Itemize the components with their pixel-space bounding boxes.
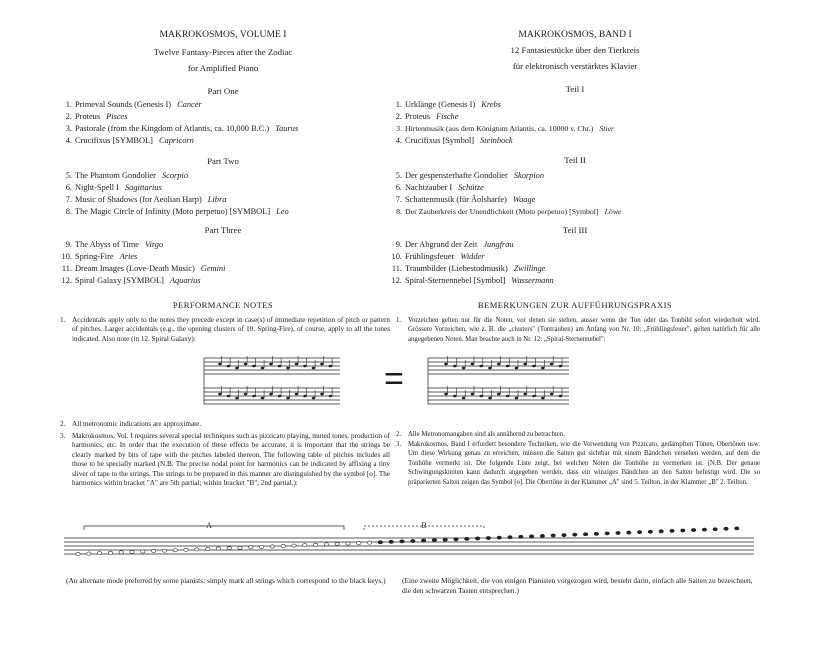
list-item: 5. The Phantom Gondolier Scorpio <box>65 171 189 180</box>
pitch-note <box>583 533 587 536</box>
pitch-note <box>108 551 112 554</box>
note-head <box>269 363 273 366</box>
note-head <box>286 367 290 370</box>
pitch-note <box>616 531 620 534</box>
pitch-note <box>205 547 209 550</box>
pitch-note <box>76 552 80 555</box>
footnote: (Eine zweite Möglichkeit, die von einigen Pianisten vorgezogen wird, besteht darin, einfach alle Saiten zu bezeichnen, die den schwarzen Tasten entsprechen.) <box>402 576 753 595</box>
note-head <box>303 365 307 368</box>
title-line-3: für elektronisch verstärktes Klavier <box>512 61 638 71</box>
note-head <box>541 397 545 400</box>
note-head <box>497 363 501 366</box>
pitch-note <box>400 540 404 543</box>
note-head <box>515 397 519 400</box>
note-head <box>462 367 466 370</box>
title-line-2: Twelve Fantasy-Pieces after the Zodiac <box>153 47 293 57</box>
pitch-note <box>421 539 425 542</box>
footnote: (An alternate mode preferred by some pianists: simply mark all strings which correspond to the black keys.) <box>66 576 386 585</box>
pitch-note <box>702 528 706 531</box>
pitch-note <box>605 532 609 535</box>
note-head <box>444 363 448 366</box>
pitch-note <box>259 545 263 548</box>
pitch-note <box>681 529 685 532</box>
pitch-note <box>378 541 382 544</box>
note-head <box>479 395 483 398</box>
equals-sign: = <box>384 360 404 398</box>
note-head <box>515 367 519 370</box>
pitch-note <box>465 537 469 540</box>
teil-2-label: Teil II <box>564 155 586 165</box>
pitch-note <box>303 544 307 547</box>
bemerkungen-heading: BEMERKUNGEN ZUR AUFFÜHRUNGSPRAXIS <box>477 300 673 310</box>
note-head <box>320 393 324 396</box>
pitch-note <box>184 548 188 551</box>
pitch-note <box>475 537 479 540</box>
note-head <box>523 393 527 396</box>
pitch-note <box>551 534 555 537</box>
note-2: 2. All metronomic indications are approximate. <box>60 420 202 428</box>
list-item: 7. Schattenmusik (für Äolsharfe) Waage <box>395 195 536 204</box>
pitch-note <box>691 528 695 531</box>
note-head <box>523 363 527 366</box>
pitch-note <box>130 550 134 553</box>
note-head <box>312 397 316 400</box>
note-head <box>278 365 282 368</box>
note-head <box>286 397 290 400</box>
pitch-note <box>324 543 328 546</box>
list-item: 8. Der Zauberkreis der Unendlichkeit (Moto perpetuo) [Symbol] Löwe <box>396 207 622 216</box>
note-head <box>506 365 510 368</box>
list-item: 2. Proteus Pisces <box>65 112 128 121</box>
note-head <box>559 365 563 368</box>
list-item: 6. Nachtzauber I Schütze <box>395 183 484 192</box>
note-head <box>506 395 510 398</box>
pitch-note <box>735 527 739 530</box>
note-head <box>488 367 492 370</box>
note-head <box>471 393 475 396</box>
note-head <box>261 397 265 400</box>
note-head <box>444 393 448 396</box>
pitch-note <box>162 549 166 552</box>
note-head <box>295 393 299 396</box>
music-example-left <box>200 352 345 410</box>
bracket-b-label: B <box>421 521 427 530</box>
note-1: 1. Vorzeichen gelten nur für die Noten, vor denen sie stehen, ausser wenn der Ton oder das Tonbild sofort wiederholt wird. Grössere Vorzeichen, wie z. B. die „clusters" (Tontrauben) am Anfang von Nr. 10: „Frühlingsfeuer", gelten natürlich für alle angegebenen Noten. Man beachte auch in Nr. 12: „Spiral-Sternennebel": <box>396 317 760 343</box>
note-2: 2. Alle Metronomangaben sind als annähernd zu betrachten. <box>396 431 565 438</box>
note-head <box>235 367 239 370</box>
pitch-note <box>227 547 231 550</box>
pitch-note <box>249 546 253 549</box>
pitch-note <box>508 536 512 539</box>
pitch-note <box>659 530 663 533</box>
pitch-note <box>238 546 242 549</box>
title-line-1: MAKROKOSMOS, BAND I <box>518 29 632 40</box>
note-head <box>227 395 231 398</box>
pitch-note <box>216 547 220 550</box>
list-item: 7. Music of Shadows (for Aeolian Harp) Libra <box>65 195 227 204</box>
part-two-label: Part Two <box>207 156 239 166</box>
part-three-label: Part Three <box>204 225 242 235</box>
pitch-note <box>486 536 490 539</box>
note-head <box>252 365 256 368</box>
title-line-1: MAKROKOSMOS, VOLUME I <box>159 29 287 40</box>
note-3: 3. Makrokosmos, Band I erfordert besondere Techniken, wie die Verwendung von Pizzicato, gedämpften Tönen, Obertönen usw. Um diese Wirkung genau zu erreichen, müssen die Saiten gut sichtbar mit einem Bändchen versehen werden, auf dem die Tonhöhe vermerkt ist. Die folgende Liste zeigt, bei welchen Noten die Tonhöhe zu vermerken ist. (N.B. Der genaue Schwingungsknoten kann dadurch angegeben werden, dass ein winziges Bändchen an den Saiten befestigt wird. Die so präparierten Saiten zeigen das Symbol [o]. Die Obertöne in der Klammer „A" sind 5. Teilton, in der Klammer „B" 2. Teilton. <box>396 441 760 486</box>
pitch-note <box>519 535 523 538</box>
note-head <box>244 363 248 366</box>
list-item: 10. Frühlingsfeuer Widder <box>391 252 485 261</box>
note-head <box>244 393 248 396</box>
note-head <box>278 395 282 398</box>
list-item: 10. Spring-Fire Aries <box>61 252 138 261</box>
teil-3-label: Teil III <box>562 225 588 235</box>
note-head <box>312 367 316 370</box>
list-item: 3. Hirtenmusik (aus dem Königtum Atlantis, ca. 10000 v. Chr.) Stier <box>396 124 615 133</box>
note-head <box>532 365 536 368</box>
pitch-note <box>313 543 317 546</box>
list-item: 12. Spiral-Sternennebel [Symbol] Wassermann <box>391 276 554 285</box>
pitch-note <box>292 544 296 547</box>
note-head <box>550 363 554 366</box>
pitch-note <box>443 538 447 541</box>
pitch-note <box>724 527 728 530</box>
pitch-note <box>562 534 566 537</box>
list-item: 11. Traumbilder (Liebestodmusik) Zwillinge <box>391 264 546 273</box>
list-item: 8. The Magic Circle of Infinity (Moto perpetuo) [SYMBOL] Leo <box>65 207 289 216</box>
note-head <box>479 365 483 368</box>
note-head <box>453 395 457 398</box>
pitch-table-staff <box>64 520 764 572</box>
note-head <box>532 395 536 398</box>
pitch-note <box>573 533 577 536</box>
note-head <box>488 397 492 400</box>
list-item: 1. Primeval Sounds (Genesis I) Cancer <box>65 100 202 109</box>
pitch-note <box>713 528 717 531</box>
pitch-note <box>119 551 123 554</box>
pitch-note <box>594 532 598 535</box>
note-head <box>462 397 466 400</box>
list-item: 9. Der Abgrund der Zeit Jungfrau <box>395 240 514 249</box>
pitch-note <box>281 544 285 547</box>
list-item: 4. Crucifixus [Symbol] Steinbock <box>395 136 513 145</box>
music-example-right <box>424 352 574 410</box>
note-head <box>218 363 222 366</box>
note-head <box>471 363 475 366</box>
pitch-note <box>627 531 631 534</box>
note-1: 1. Accidentals apply only to the notes they precede except in case(s) of immediate repetition of pitch or pattern of pitches. Larger accidentals (e.g., the opening clusters of 10. Spring-Fire), of course, apply to all the tones indicated. Also note (in 12. Spiral Galaxy): <box>60 316 390 343</box>
note-head <box>329 395 333 398</box>
note-head <box>303 395 307 398</box>
list-item: 3. Pastorale (from the Kingdom of Atlantis, ca. 10,000 B.C.) Taurus <box>65 124 299 133</box>
pitch-note <box>357 541 361 544</box>
note-head <box>453 365 457 368</box>
list-item: 9. The Abyss of Time Virgo <box>65 240 164 249</box>
note-head <box>559 395 563 398</box>
list-item: 6. Night-Spell I Sagittarius <box>65 183 162 192</box>
pitch-note <box>87 552 91 555</box>
teil-1-label: Teil I <box>565 84 585 94</box>
note-head <box>497 393 501 396</box>
list-item: 5. Der gespensterhafte Gondolier Skorpion <box>395 171 545 180</box>
pitch-note <box>173 549 177 552</box>
pitch-note <box>637 531 641 534</box>
list-item: 11. Dream Images (Love-Death Music) Gemini <box>61 264 226 273</box>
pitch-note <box>529 535 533 538</box>
pitch-note <box>367 541 371 544</box>
note-head <box>329 365 333 368</box>
pitch-note <box>432 539 436 542</box>
note-head <box>218 393 222 396</box>
pitch-note <box>151 549 155 552</box>
list-item: 4. Crucifixus [SYMBOL] Capricorn <box>65 136 194 145</box>
pitch-note <box>141 550 145 553</box>
title-line-2: 12 Fantasiestücke über den Tierkreis <box>510 45 640 55</box>
note-head <box>252 395 256 398</box>
pitch-note <box>497 536 501 539</box>
performance-notes-heading: PERFORMANCE NOTES <box>172 300 274 310</box>
note-head <box>227 365 231 368</box>
pitch-note <box>389 540 393 543</box>
pitch-note <box>97 552 101 555</box>
pitch-note <box>195 548 199 551</box>
note-head <box>261 367 265 370</box>
note-head <box>550 393 554 396</box>
list-item: 2. Proteus Fische <box>395 112 459 121</box>
note-head <box>320 363 324 366</box>
pitch-note <box>411 539 415 542</box>
note-head <box>235 397 239 400</box>
note-3: 3. Makrokosmos, Vol. I requires several special techniques such as pizzicato playing, muted tones, production of harmonics, etc. In order that the execution of these effects be accurate, it is important that the strings be clearly marked by bits of tape with the pitches labeled thereon. The following table of pitches includes all those to be specially marked (N.B. The precise nodal point for harmonics can be indicated by affixing a tiny sliver of tape to the strings. The strings to be prepared in this manner are distinguished by the symbol [o]. The harmonics within bracket "A" are 5th partial; within bracket "B", 2nd partial.): <box>60 432 390 488</box>
note-head <box>295 363 299 366</box>
list-item: 1. Urklänge (Genesis I) Krebs <box>395 100 501 109</box>
note-head <box>269 393 273 396</box>
pitch-note <box>346 542 350 545</box>
title-line-3: for Amplified Piano <box>187 63 259 73</box>
pitch-note <box>454 538 458 541</box>
pitch-note <box>335 542 339 545</box>
bracket-a-label: A <box>206 521 212 530</box>
list-item: 12. Spiral Galaxy [SYMBOL] Aquarius <box>61 276 201 285</box>
pitch-note <box>670 529 674 532</box>
note-head <box>541 367 545 370</box>
part-one-label: Part One <box>207 86 239 96</box>
pitch-note <box>270 545 274 548</box>
pitch-note <box>540 534 544 537</box>
pitch-note <box>648 530 652 533</box>
